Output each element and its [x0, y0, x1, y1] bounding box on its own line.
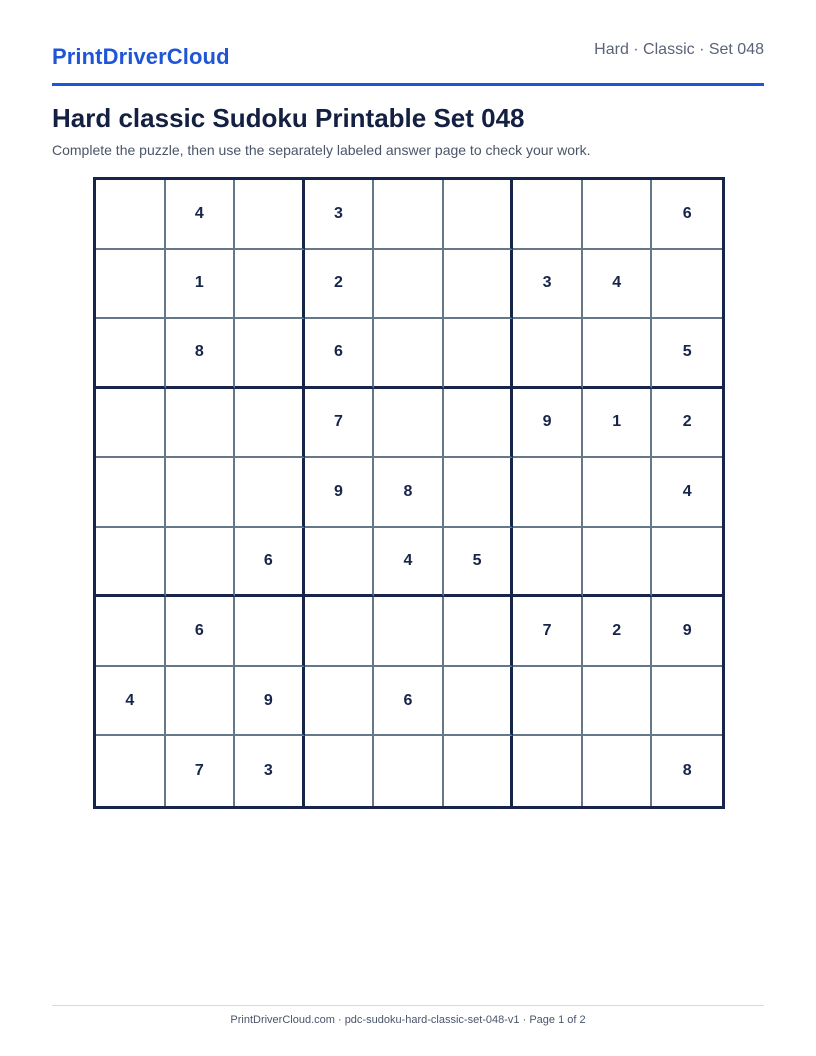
- sudoku-cell: [583, 319, 653, 389]
- sudoku-cell: [444, 736, 514, 806]
- sudoku-cell: [444, 389, 514, 459]
- puzzle-meta: Hard · Classic · Set 048: [594, 41, 764, 58]
- sudoku-cell: 3: [305, 180, 375, 250]
- sudoku-cell: 2: [305, 250, 375, 320]
- sudoku-cell: [235, 389, 305, 459]
- sudoku-cell: 2: [583, 597, 653, 667]
- sudoku-cell: [513, 180, 583, 250]
- sudoku-cell: 8: [166, 319, 236, 389]
- sudoku-cell: 4: [374, 528, 444, 598]
- sudoku-cell: [444, 180, 514, 250]
- sudoku-cell: [513, 319, 583, 389]
- sudoku-cell: [166, 458, 236, 528]
- sudoku-cell: [652, 667, 722, 737]
- sudoku-cell: 6: [166, 597, 236, 667]
- sudoku-cell: 3: [513, 250, 583, 320]
- sudoku-cell: [374, 180, 444, 250]
- sudoku-cell: [235, 597, 305, 667]
- page-subtitle: Complete the puzzle, then use the separately labeled answer page to check your work.: [52, 142, 591, 158]
- sudoku-cell: [96, 458, 166, 528]
- sudoku-cell: [305, 528, 375, 598]
- sudoku-cell: 1: [166, 250, 236, 320]
- header-divider: [52, 83, 764, 86]
- sudoku-cell: 9: [305, 458, 375, 528]
- sudoku-cell: 8: [682, 762, 692, 780]
- sudoku-cell: [444, 319, 514, 389]
- sudoku-cell: [583, 667, 653, 737]
- sudoku-cell: [96, 250, 166, 320]
- sudoku-cell: 4: [166, 180, 236, 250]
- sudoku-cell: [652, 528, 722, 598]
- sudoku-cell: [444, 458, 514, 528]
- sudoku-cell: [166, 389, 236, 459]
- sudoku-cell: [374, 597, 444, 667]
- sudoku-cell: 7: [513, 597, 583, 667]
- sudoku-cell: 9: [513, 389, 583, 459]
- sudoku-cell: [583, 180, 653, 250]
- sudoku-cell: 8: [374, 458, 444, 528]
- sudoku-cell: [235, 458, 305, 528]
- sudoku-cell: [513, 458, 583, 528]
- page-footer: PrintDriverCloud.com · pdc-sudoku-hard-classic-set-048-v1 · Page 1 of 2: [230, 1014, 586, 1026]
- sudoku-cell: [235, 319, 305, 389]
- sudoku-cell: 4: [652, 458, 722, 528]
- sudoku-cell: 4: [583, 250, 653, 320]
- sudoku-cell: [583, 736, 653, 806]
- brand-logo: PrintDriverCloud: [52, 44, 230, 69]
- page-title: Hard classic Sudoku Printable Set 048: [52, 103, 525, 133]
- sudoku-cell: [305, 736, 375, 806]
- sudoku-cell: 6: [235, 528, 305, 598]
- sudoku-cell: [96, 319, 166, 389]
- sudoku-cell: [96, 597, 166, 667]
- sudoku-cell: 6: [305, 319, 375, 389]
- sudoku-cell: 6: [374, 667, 444, 737]
- sudoku-cell: 9: [235, 667, 305, 737]
- sudoku-cell: [166, 528, 236, 598]
- sudoku-cell: [374, 319, 444, 389]
- sudoku-cell: [513, 528, 583, 598]
- footer-divider: [52, 1005, 764, 1006]
- sudoku-cell: 2: [652, 389, 722, 459]
- sudoku-cell: [235, 250, 305, 320]
- sudoku-cell: 4: [96, 667, 166, 737]
- sudoku-cell: [513, 736, 583, 806]
- sudoku-cell: 7: [305, 389, 375, 459]
- sudoku-cell: [583, 458, 653, 528]
- sudoku-cell: 9: [652, 597, 722, 667]
- sudoku-cell: [444, 667, 514, 737]
- sudoku-cell: [305, 597, 375, 667]
- sudoku-cell: 6: [652, 180, 722, 250]
- sudoku-cell: [652, 250, 722, 320]
- sudoku-cell: [444, 250, 514, 320]
- sudoku-cell: [374, 250, 444, 320]
- sudoku-cell: [96, 180, 166, 250]
- sudoku-cell: [583, 528, 653, 598]
- sudoku-cell: [235, 180, 305, 250]
- sudoku-cell: [96, 736, 166, 806]
- sudoku-cell: [374, 389, 444, 459]
- sudoku-grid: [93, 177, 725, 809]
- sudoku-cell: 1: [583, 389, 653, 459]
- sudoku-cell: [96, 389, 166, 459]
- sudoku-cell: [374, 736, 444, 806]
- page-header: [52, 0, 764, 86]
- sudoku-cell: 7: [166, 736, 236, 806]
- sudoku-cell: [96, 528, 166, 598]
- sudoku-cell: [305, 667, 375, 737]
- sudoku-cell: [513, 667, 583, 737]
- sudoku-cell: 5: [652, 319, 722, 389]
- sudoku-cell: [166, 667, 236, 737]
- sudoku-cell: 3: [235, 736, 305, 806]
- sudoku-cell: 5: [444, 528, 514, 598]
- sudoku-cell: [444, 597, 514, 667]
